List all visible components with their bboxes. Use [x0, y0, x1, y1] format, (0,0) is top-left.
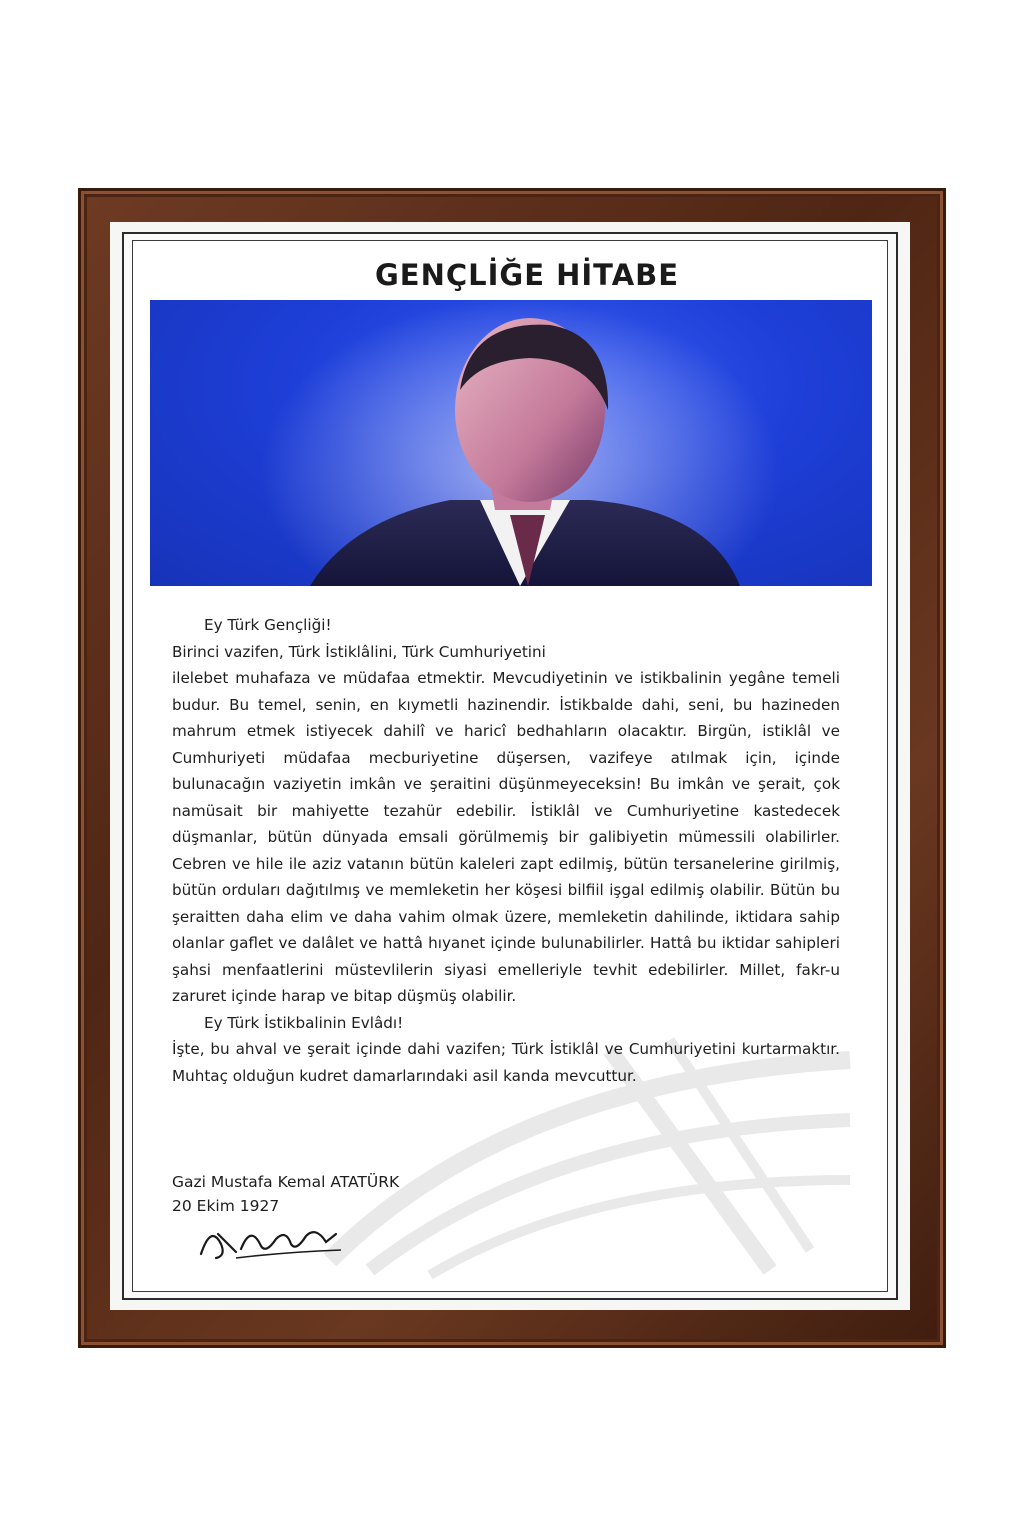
paragraph-duty: ilelebet muhafaza ve müdafaa etmektir. Mevcudiyetinin ve istikbalinin yegâne temeli budur. Bu temel, senin, en kıymetli hazinendir. İstikbalde dahi, seni, bu hazineden mahrum etmek istiyecek dahilî ve haricî bedhahların olacaktır. Birgün, istiklâl ve Cumhuriyeti müdafaa mecburiyetine düşersen, vazifeye atılmak için, içinde bulunacağın vaziyetin imkân ve şeraitini düşünmeyeceksin! Bu imkân ve şerait, çok namüsait bir mahiyette tezahür edebilir. İstiklâl ve Cumhuriyetine kastedecek düşmanlar, bütün dünyada emsali görülmemiş bir galibiyetin mümessili olabilirler. Cebren ve hile ile aziz vatanın bütün kaleleri zapt edilmiş, bütün tersanelerine girilmiş, bütün orduları dağıtılmış ve memleketin her köşesi bilfiil işgal edilmiş olabilir. Bütün bu şeraitten daha elim ve daha vahim olmak üzere, memleketin dahilinde, iktidara sahip olanlar gaflet ve dalâlet ve hattâ hıyanet içinde bulunabilirler. Hattâ bu iktidar sahipleri şahsi menfaatlerini müstevlilerin siyasi emelleriyle tevhit edebilirler. Millet, fakr-u zaruret içinde harap ve bitap düşmüş olabilir. [172, 669, 840, 1005]
poster-title: GENÇLİĞE HİTABE [374, 258, 680, 292]
portrait-illustration [150, 300, 872, 586]
signature-block [172, 1170, 399, 1218]
speech-date: 20 Ekim 1927 [172, 1197, 280, 1215]
salutation-future: Ey Türk İstikbalinin Evlâdı! [204, 1013, 404, 1032]
paragraph-first-line: Birinci vazifen, Türk İstiklâlini, Türk Cumhuriyetini [172, 642, 546, 661]
paragraph-conclusion: İşte, bu ahval ve şerait içinde dahi vazifen; Türk İstiklâl ve Cumhuriyetini kurtarmaktır. Muhtaç olduğun kudret damarlarındaki asil kanda mevcuttur. [172, 1040, 840, 1085]
signature-mark [196, 1214, 346, 1264]
author-name: Gazi Mustafa Kemal ATATÜRK [172, 1173, 400, 1191]
salutation-youth: Ey Türk Gençliği! [204, 616, 332, 634]
portrait-photo [150, 300, 872, 586]
speech-text [172, 612, 840, 1089]
